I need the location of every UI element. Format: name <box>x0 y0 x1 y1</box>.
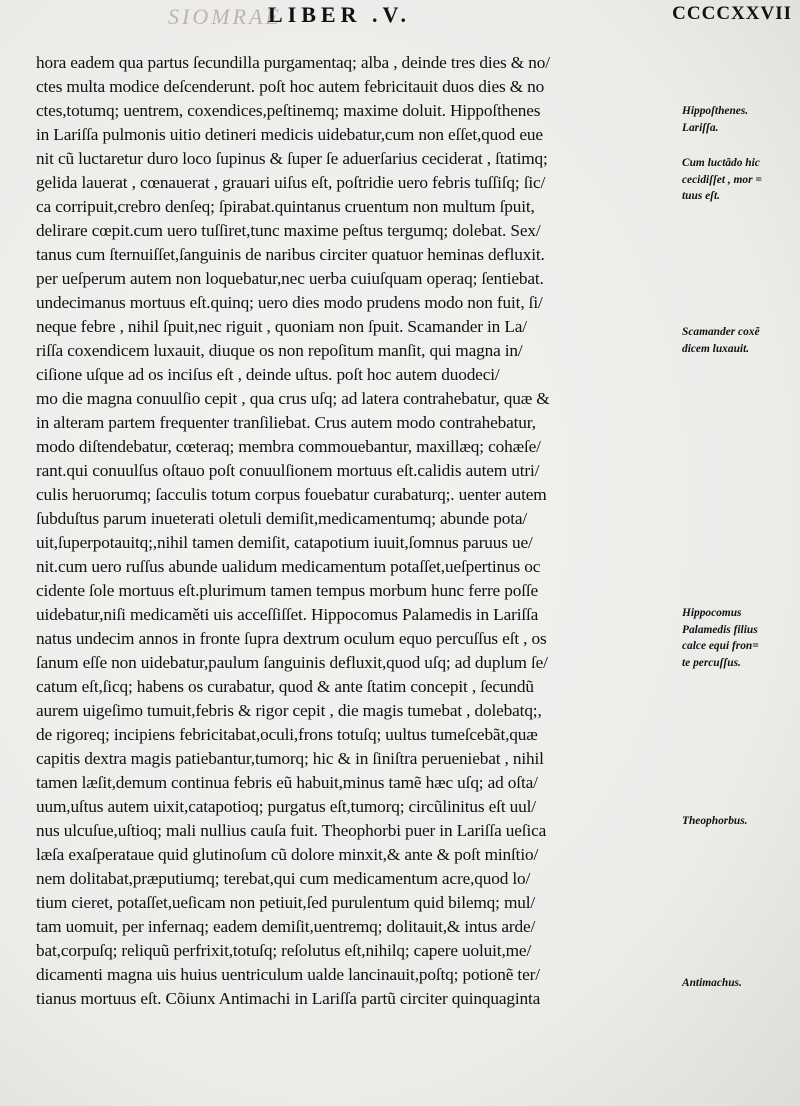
running-header <box>0 0 800 40</box>
text-line: nem dolitabat,præputiumq; terebat,qui cum medicamentum acre,quod lo/ <box>36 869 531 888</box>
text-line: delirare cœpit.cum uero tuſſiret,tunc maxime peſtus tergumq; dolebat. Sex/ <box>36 221 541 240</box>
margin-note-line: Palamedis filius <box>682 623 758 636</box>
text-line: ſubduſtus parum inueterati oletuli demiſit,medicamentumq; abunde pota/ <box>36 509 528 528</box>
text-line: nit.cum uero ruſſus abunde ualidum medicamentum potaſſet,ueſpertinus oc <box>36 557 541 576</box>
text-line: in Lariſſa pulmonis uitio detineri medicis uidebatur,cum non eſſet,quod eue <box>36 125 543 144</box>
text-line: modo diſtendebatur, cœteraq; membra commouebantur, maxillæq; cohæſe/ <box>36 437 541 456</box>
text-line: aurem uigeſimo tumuit,febris & rigor cepit , die magis tumebat , dolebatq;, <box>36 701 542 720</box>
margin-note-line: Scamander coxẽ <box>682 326 760 338</box>
margin-note-scamander <box>682 324 796 357</box>
text-line: nit cũ luctaretur duro loco ſupinus & ſuper ſe aduerſarius ceciderat , ſtatimq; <box>36 149 548 168</box>
margin-note-line: Antimachus. <box>682 977 742 989</box>
text-line: ctes,totumq; uentrem, coxendices,peſtinemq; maxime doluit. Hippoſthenes <box>36 101 541 120</box>
margin-note-line: Cum luctãdo hic <box>682 157 760 169</box>
text-line: dicamenti magna uis huius uentriculum ualde lancinauit,poſtq; potionẽ ter/ <box>36 965 540 984</box>
text-line: hora eadem qua partus ſecundilla purgamentaq; alba , deinde tres dies & no/ <box>36 53 550 72</box>
text-line: rant.qui conuulſus oſtauo poſt conuulſionem mortuus eſt.calidis autem utri/ <box>36 461 540 480</box>
page-number: CCCCXXVII <box>672 3 792 24</box>
text-line: tium cieret, potaſſet,ueſicam non petiuit,ſed purulentum quid bilemq; mul/ <box>36 893 536 912</box>
margin-note-hippocomus <box>682 605 796 671</box>
text-line: læſa exaſperataue quid glutinoſum cũ dolore minxit,& ante & poſt minſtio/ <box>36 845 539 864</box>
margin-note-line: Theophorbus. <box>682 815 748 827</box>
text-line: gelida lauerat , cœnauerat , grauari uiſus eſt, poſtridie uero febris tuſſiſq; ſic/ <box>36 173 546 192</box>
text-line: in alteram partem frequenter tranſiliebat. Crus autem modo contrahebatur, <box>36 413 536 432</box>
text-line: catum eſt,ſicq; habens os curabatur, quod & ante ſtatim concepit , ſecundũ <box>36 677 534 696</box>
text-line: cidente ſole mortuus eſt.plurimum tamen tempus morbum hunc ferre poſſe <box>36 581 539 600</box>
text-line: mo die magna conuulſio cepit , qua crus uſq; ad latera contrahebatur, quæ & <box>36 389 550 408</box>
bleed-through-header: SIOMRAE <box>168 4 282 29</box>
margin-note-line: dicem luxauit. <box>682 342 750 355</box>
margin-note-hipposthenes <box>682 103 796 136</box>
margin-note-theophorbus <box>682 813 796 830</box>
text-line: capitis dextra magis patiebantur,tumorq; hic & in ſiniſtra perueniebat , nihil <box>36 749 544 768</box>
text-line: ciſione uſque ad os inciſus eſt , deinde uſtus. poſt hoc autem duodeci/ <box>36 365 500 384</box>
margin-note-line: calce equi fron= <box>682 640 759 652</box>
margin-note-line: Lariſſa. <box>682 121 719 134</box>
text-line: nus ulcuſue,uſtioq; mali nullius cauſa fuit. Theophorbi puer in Lariſſa ueſica <box>36 821 547 840</box>
text-line: tamen læſit,demum continua febris eũ habuit,minus tamẽ hæc uſq; ad oſta/ <box>36 773 538 792</box>
margin-note-cum-luctando <box>682 155 796 205</box>
text-line: riſſa coxendicem luxauit, diuque os non repoſitum manſit, qui magna in/ <box>36 341 523 360</box>
text-line: tam uomuit, per infernaq; eadem demiſit,uentremq; dolitauit,& intus arde/ <box>36 917 536 936</box>
margin-note-antimachus <box>682 975 796 992</box>
text-line: ctes multa modice deſcenderunt. poſt hoc autem febricitauit duos dies & no <box>36 77 545 96</box>
text-line: per ueſperum autem non loquebatur,nec uerba cuiuſquam operaq; ſentiebat. <box>36 269 544 288</box>
text-line: uidebatur,niſi medicaměti uis acceſſiſſet. Hippocomus Palamedis in Lariſſa <box>36 605 539 624</box>
margin-note-line: tuus eſt. <box>682 190 720 202</box>
text-line: uit,ſuperpotauitq;,nihil tamen demiſit, catapotium iuuit,ſomnus paruus ue/ <box>36 533 533 552</box>
running-title: LIBER .V. <box>268 2 412 27</box>
margin-note-line: Hippocomus <box>682 607 742 619</box>
text-line: ca corripuit,crebro denſeq; ſpirabat.quintanus cruentum non multum ſpuit, <box>36 197 535 216</box>
text-line: de rigoreq; incipiens febricitabat,oculi,frons totuſq; uultus tumeſcebãt,quæ <box>36 725 538 744</box>
text-line: neque febre , nihil ſpuit,nec riguit , quoniam non ſpuit. Scamander in La/ <box>36 317 527 336</box>
text-line: uum,uſtus autem uixit,catapotioq; purgatus eſt,tumorq; circũlinitus eſt uul/ <box>36 797 536 816</box>
text-line: natus undecim annos in fronte ſupra dextrum oculum equo percuſſus eſt , os <box>36 629 547 648</box>
margin-note-line: te percuſſus. <box>682 656 741 669</box>
text-line: tanus cum ſternuiſſet,ſanguinis de naribus circiter quatuor heminas defluxit. <box>36 245 545 264</box>
text-line: bat,corpuſq; reliquũ perfrixit,totuſq; reſolutus eſt,nihilq; capere uoluit,me/ <box>36 941 532 960</box>
main-text-column <box>36 51 670 1011</box>
text-line: tianus mortuus eſt. Cõiunx Antimachi in Lariſſa partũ circiter quinquaginta <box>36 989 541 1008</box>
text-line: undecimanus mortuus eſt.quinq; uero dies modo prudens modo non fuit, ſi/ <box>36 293 543 312</box>
margin-note-line: Hippoſthenes. <box>682 105 749 117</box>
text-line: culis heruorumq; ſacculis totum corpus fouebatur curabaturq;. uenter autem <box>36 485 547 504</box>
text-line: ſanum eſſe non uidebatur,paulum ſanguinis defluxit,quod uſq; ad duplum ſe/ <box>36 653 548 672</box>
margin-note-line: cecidiſſet , mor = <box>682 173 762 186</box>
